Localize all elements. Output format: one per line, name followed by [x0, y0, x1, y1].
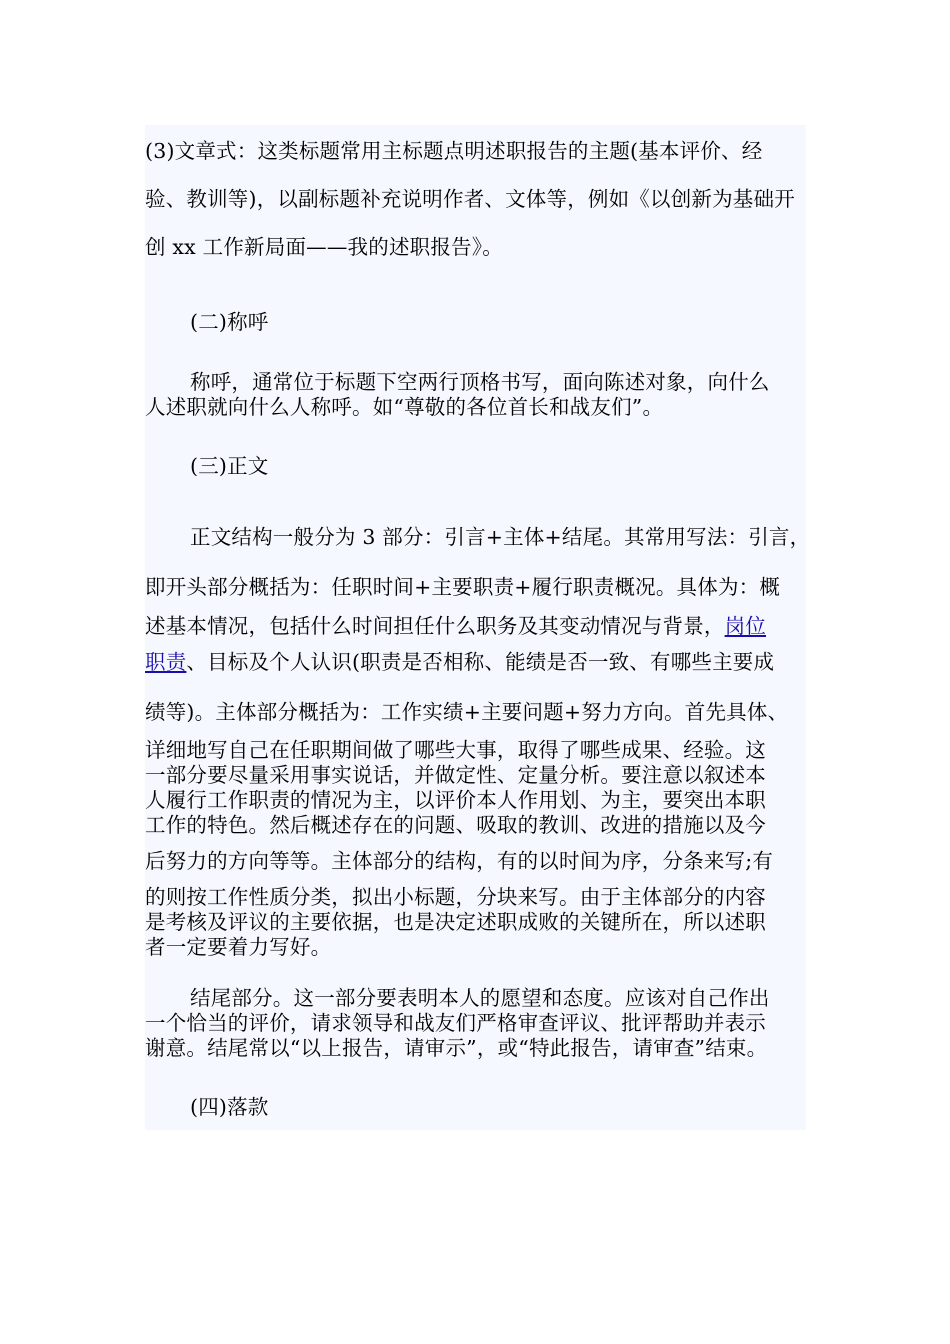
body-line-11: 的则按工作性质分类，拟出小标题，分块来写。由于主体部分的内容 — [145, 885, 766, 909]
body-line-6: 详细地写自己在任职期间做了哪些大事，取得了哪些成果、经验。这 — [145, 738, 766, 762]
body-line-7: 一部分要尽量采用事实说话，并做定性、定量分析。要注意以叙述本 — [145, 763, 766, 787]
body-line-1: 正文结构一般分为 3 部分：引言+主体+结尾。其常用写法：引言， — [190, 525, 811, 549]
salutation-line-2: 人述职就向什么人称呼。如“尊敬的各位首长和战友们”。 — [145, 395, 664, 419]
salutation-line-1: 称呼，通常位于标题下空两行顶格书写，面向陈述对象，向什么 — [190, 370, 770, 394]
body-line-10: 后努力的方向等等。主体部分的结构，有的以时间为序，分条来写;有 — [145, 849, 774, 873]
body-line-2: 即开头部分概括为：任职时间+主要职责+履行职责概况。具体为：概 — [145, 575, 781, 599]
job-duty-link-part1[interactable]: 岗位 — [724, 614, 767, 638]
job-duty-link-part2[interactable]: 职责 — [145, 650, 187, 674]
body-line-5: 绩等)。主体部分概括为：工作实绩+主要问题+努力方向。首先具体、 — [145, 700, 789, 724]
ending-line-3: 谢意。结尾常以“以上报告，请审示”，或“特此报告，请审查”结束。 — [145, 1036, 768, 1060]
para1-line-1: (3)文章式：这类标题常用主标题点明述职报告的主题(基本评价、经 — [145, 139, 763, 163]
body-line-4-text: 、目标及个人认识(职责是否相称、能绩是否一致、有哪些主要成 — [186, 650, 775, 674]
body-line-13: 者一定要着力写好。 — [145, 935, 332, 959]
heading-body: (三)正文 — [190, 454, 269, 478]
body-line-9: 工作的特色。然后概述存在的问题、吸取的教训、改进的措施以及今 — [145, 813, 766, 837]
body-line-4 — [145, 649, 774, 675]
para1-line-3: 创 xx 工作新局面——我的述职报告》。 — [145, 235, 503, 259]
body-line-3-text: 述基本情况，包括什么时间担任什么职务及其变动情况与背景， — [145, 614, 725, 638]
para1-line-2: 验、教训等)，以副标题补充说明作者、文体等，例如《以创新为基础开 — [145, 187, 795, 211]
heading-salutation: (二)称呼 — [190, 310, 269, 334]
body-line-8: 人履行工作职责的情况为主，以评价本人作用划、为主，要突出本职 — [145, 788, 766, 812]
body-line-12: 是考核及评议的主要依据，也是决定述职成败的关键所在，所以述职 — [145, 910, 766, 934]
body-line-3 — [145, 613, 766, 639]
ending-line-1: 结尾部分。这一部分要表明本人的愿望和态度。应该对自己作出 — [190, 986, 770, 1010]
heading-signature: (四)落款 — [190, 1095, 269, 1119]
ending-line-2: 一个恰当的评价，请求领导和战友们严格审查评议、批评帮助并表示 — [145, 1011, 766, 1035]
